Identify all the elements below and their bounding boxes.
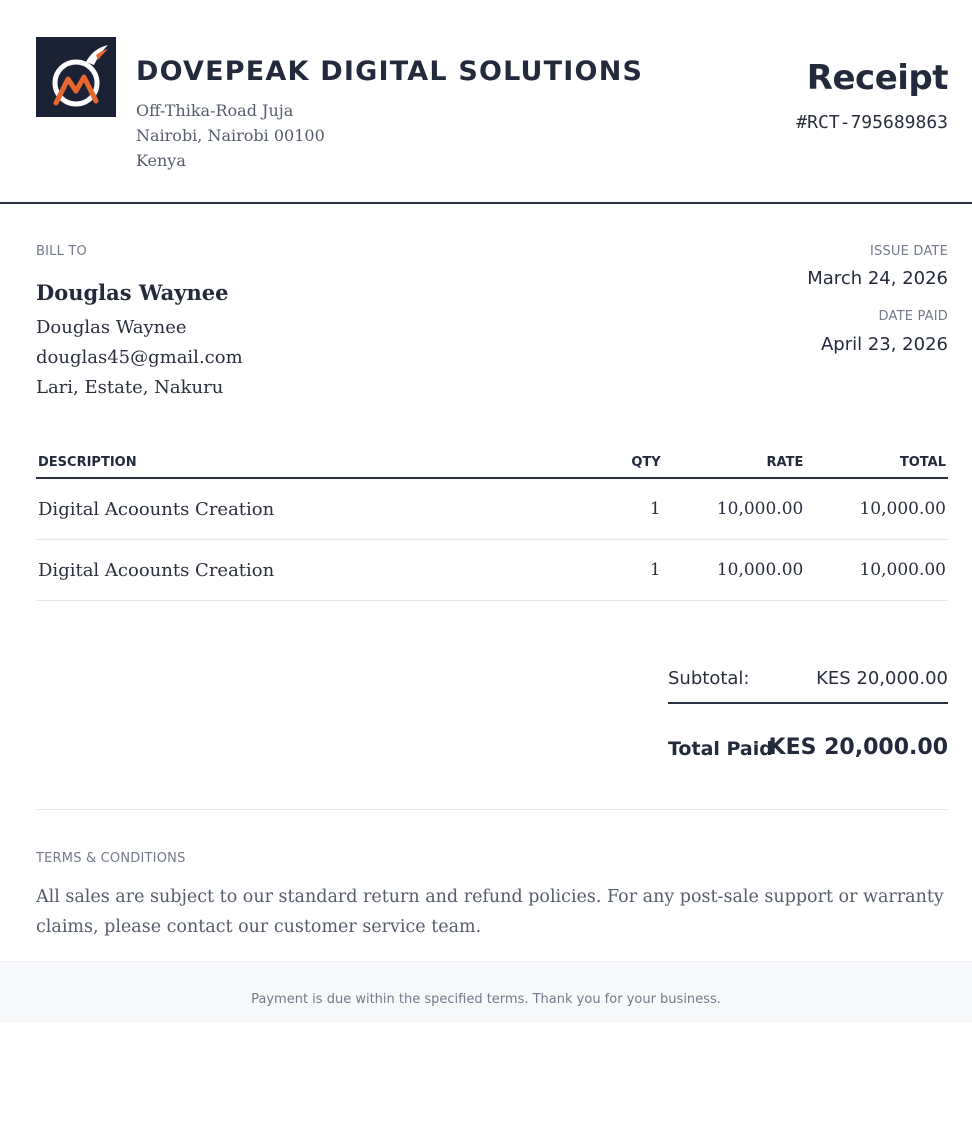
terms-label: TERMS & CONDITIONS bbox=[36, 851, 186, 866]
customer-contact-name: Douglas Waynee bbox=[36, 317, 187, 338]
receipt-number: #RCT-795689863 bbox=[796, 112, 948, 133]
customer-email: douglas45@gmail.com bbox=[36, 347, 243, 368]
date-paid-label: DATE PAID bbox=[878, 309, 948, 324]
company-address bbox=[136, 98, 325, 173]
issue-date-label: ISSUE DATE bbox=[869, 244, 948, 259]
item-qty: 1 bbox=[592, 478, 663, 540]
receipt-header bbox=[0, 0, 972, 204]
company-logo-icon bbox=[36, 37, 116, 117]
section-divider bbox=[36, 809, 948, 810]
document-title: Receipt bbox=[806, 58, 948, 98]
column-header-rate: RATE bbox=[663, 446, 806, 478]
total-paid-value: KES 20,000.00 bbox=[768, 735, 948, 760]
receipt-footer bbox=[0, 961, 972, 1023]
bill-to-label: BILL TO bbox=[36, 244, 87, 259]
company-name: DOVEPEAK DIGITAL SOLUTIONS bbox=[136, 56, 644, 87]
subtotal-value: KES 20,000.00 bbox=[816, 668, 948, 689]
customer-name: Douglas Waynee bbox=[36, 280, 229, 305]
total-paid-label: Total Paid bbox=[668, 738, 773, 760]
item-total: 10,000.00 bbox=[805, 478, 948, 540]
column-header-total: TOTAL bbox=[805, 446, 948, 478]
column-header-description: DESCRIPTION bbox=[36, 446, 592, 478]
footer-text: Payment is due within the specified terms. Thank you for your business. bbox=[251, 992, 721, 1007]
address-line: Nairobi, Nairobi 00100 bbox=[136, 126, 325, 145]
table-row bbox=[36, 478, 948, 540]
item-description: Digital Acoounts Creation bbox=[36, 478, 592, 540]
item-total: 10,000.00 bbox=[805, 540, 948, 601]
table-row bbox=[36, 540, 948, 601]
item-rate: 10,000.00 bbox=[663, 540, 806, 601]
address-line: Off-Thika-Road Juja bbox=[136, 101, 294, 120]
item-qty: 1 bbox=[592, 540, 663, 601]
terms-text: All sales are subject to our standard return and refund policies. For any post-sale support or warranty claims, please contact our customer service team. bbox=[36, 887, 944, 937]
line-items-table bbox=[36, 446, 948, 601]
subtotal-label: Subtotal: bbox=[668, 668, 750, 689]
customer-details bbox=[36, 313, 243, 403]
address-line: Kenya bbox=[136, 151, 186, 170]
total-paid-row bbox=[668, 732, 948, 772]
column-header-qty: QTY bbox=[592, 446, 663, 478]
subtotal-row bbox=[668, 660, 948, 704]
item-description: Digital Acoounts Creation bbox=[36, 540, 592, 601]
customer-address: Lari, Estate, Nakuru bbox=[36, 377, 224, 398]
date-paid-value: April 23, 2026 bbox=[820, 334, 948, 355]
issue-date-value: March 24, 2026 bbox=[807, 268, 948, 289]
table-header-row bbox=[36, 446, 948, 478]
item-rate: 10,000.00 bbox=[663, 478, 806, 540]
